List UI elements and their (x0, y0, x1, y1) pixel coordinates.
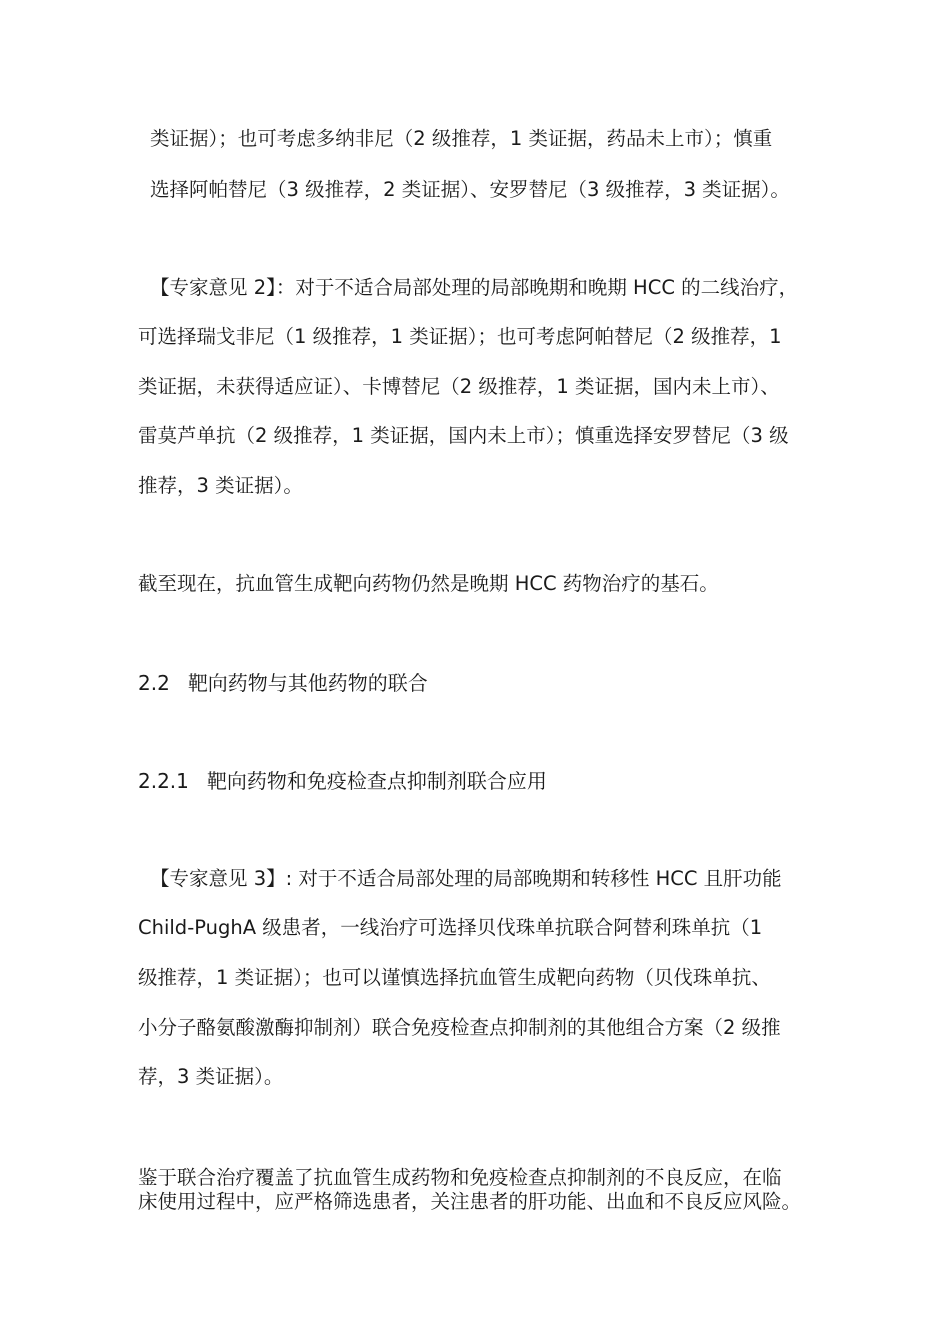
text-line: 截至现在，抗血管生成靶向药物仍然是晚期 HCC 药物治疗的基石。 (138, 572, 719, 595)
text-line: 雷莫芦单抗（2 级推荐，1 类证据，国内未上市）；慎重选择安罗替尼（3 级 (138, 424, 789, 447)
text-line: 类证据）；也可考虑多纳非尼（2 级推荐，1 类证据，药品未上市）；慎重 (150, 127, 773, 150)
section-number: 2.2 (138, 671, 170, 695)
text-line: 选择阿帕替尼（3 级推荐，2 类证据）、安罗替尼（3 级推荐，3 类证据）。 (150, 178, 790, 201)
text-line: 荐，3 类证据）。 (138, 1065, 284, 1088)
text-line: 【专家意见 3】: 对于不适合局部处理的局部晚期和转移性 HCC 且肝功能 (150, 867, 782, 890)
section-title: 靶向药物与其他药物的联合 (187, 671, 428, 695)
section-heading-2-2 (138, 669, 428, 697)
text-line: 可选择瑞戈非尼（1 级推荐，1 类证据）；也可考虑阿帕替尼（2 级推荐，1 (138, 325, 782, 348)
text-line: 小分子酪氨酸激酶抑制剂）联合免疫检查点抑制剂的其他组合方案（2 级推 (138, 1016, 781, 1039)
text-line: 级推荐，1 类证据）；也可以谨慎选择抗血管生成靶向药物（贝伐珠单抗、 (138, 966, 771, 989)
section-number: 2.2.1 (138, 769, 189, 793)
text-line: 推荐，3 类证据）。 (138, 474, 303, 497)
section-heading-2-2-1 (138, 767, 547, 795)
text-line: 类证据，未获得适应证）、卡博替尼（2 级推荐，1 类证据，国内未上市）、 (138, 375, 780, 398)
text-line: 鉴于联合治疗覆盖了抗血管生成药物和免疫检查点抑制剂的不良反应，在临 (138, 1166, 782, 1189)
section-title: 靶向药物和免疫检查点抑制剂联合应用 (206, 769, 547, 793)
text-line: Child-PughA 级患者，一线治疗可选择贝伐珠单抗联合阿替利珠单抗（1 (138, 916, 763, 939)
text-line: 【专家意见 2】：对于不适合局部处理的局部晚期和晚期 HCC 的二线治疗， (150, 276, 799, 299)
text-line: 床使用过程中，应严格筛选患者，关注患者的肝功能、出血和不良反应风险。 (138, 1190, 802, 1213)
